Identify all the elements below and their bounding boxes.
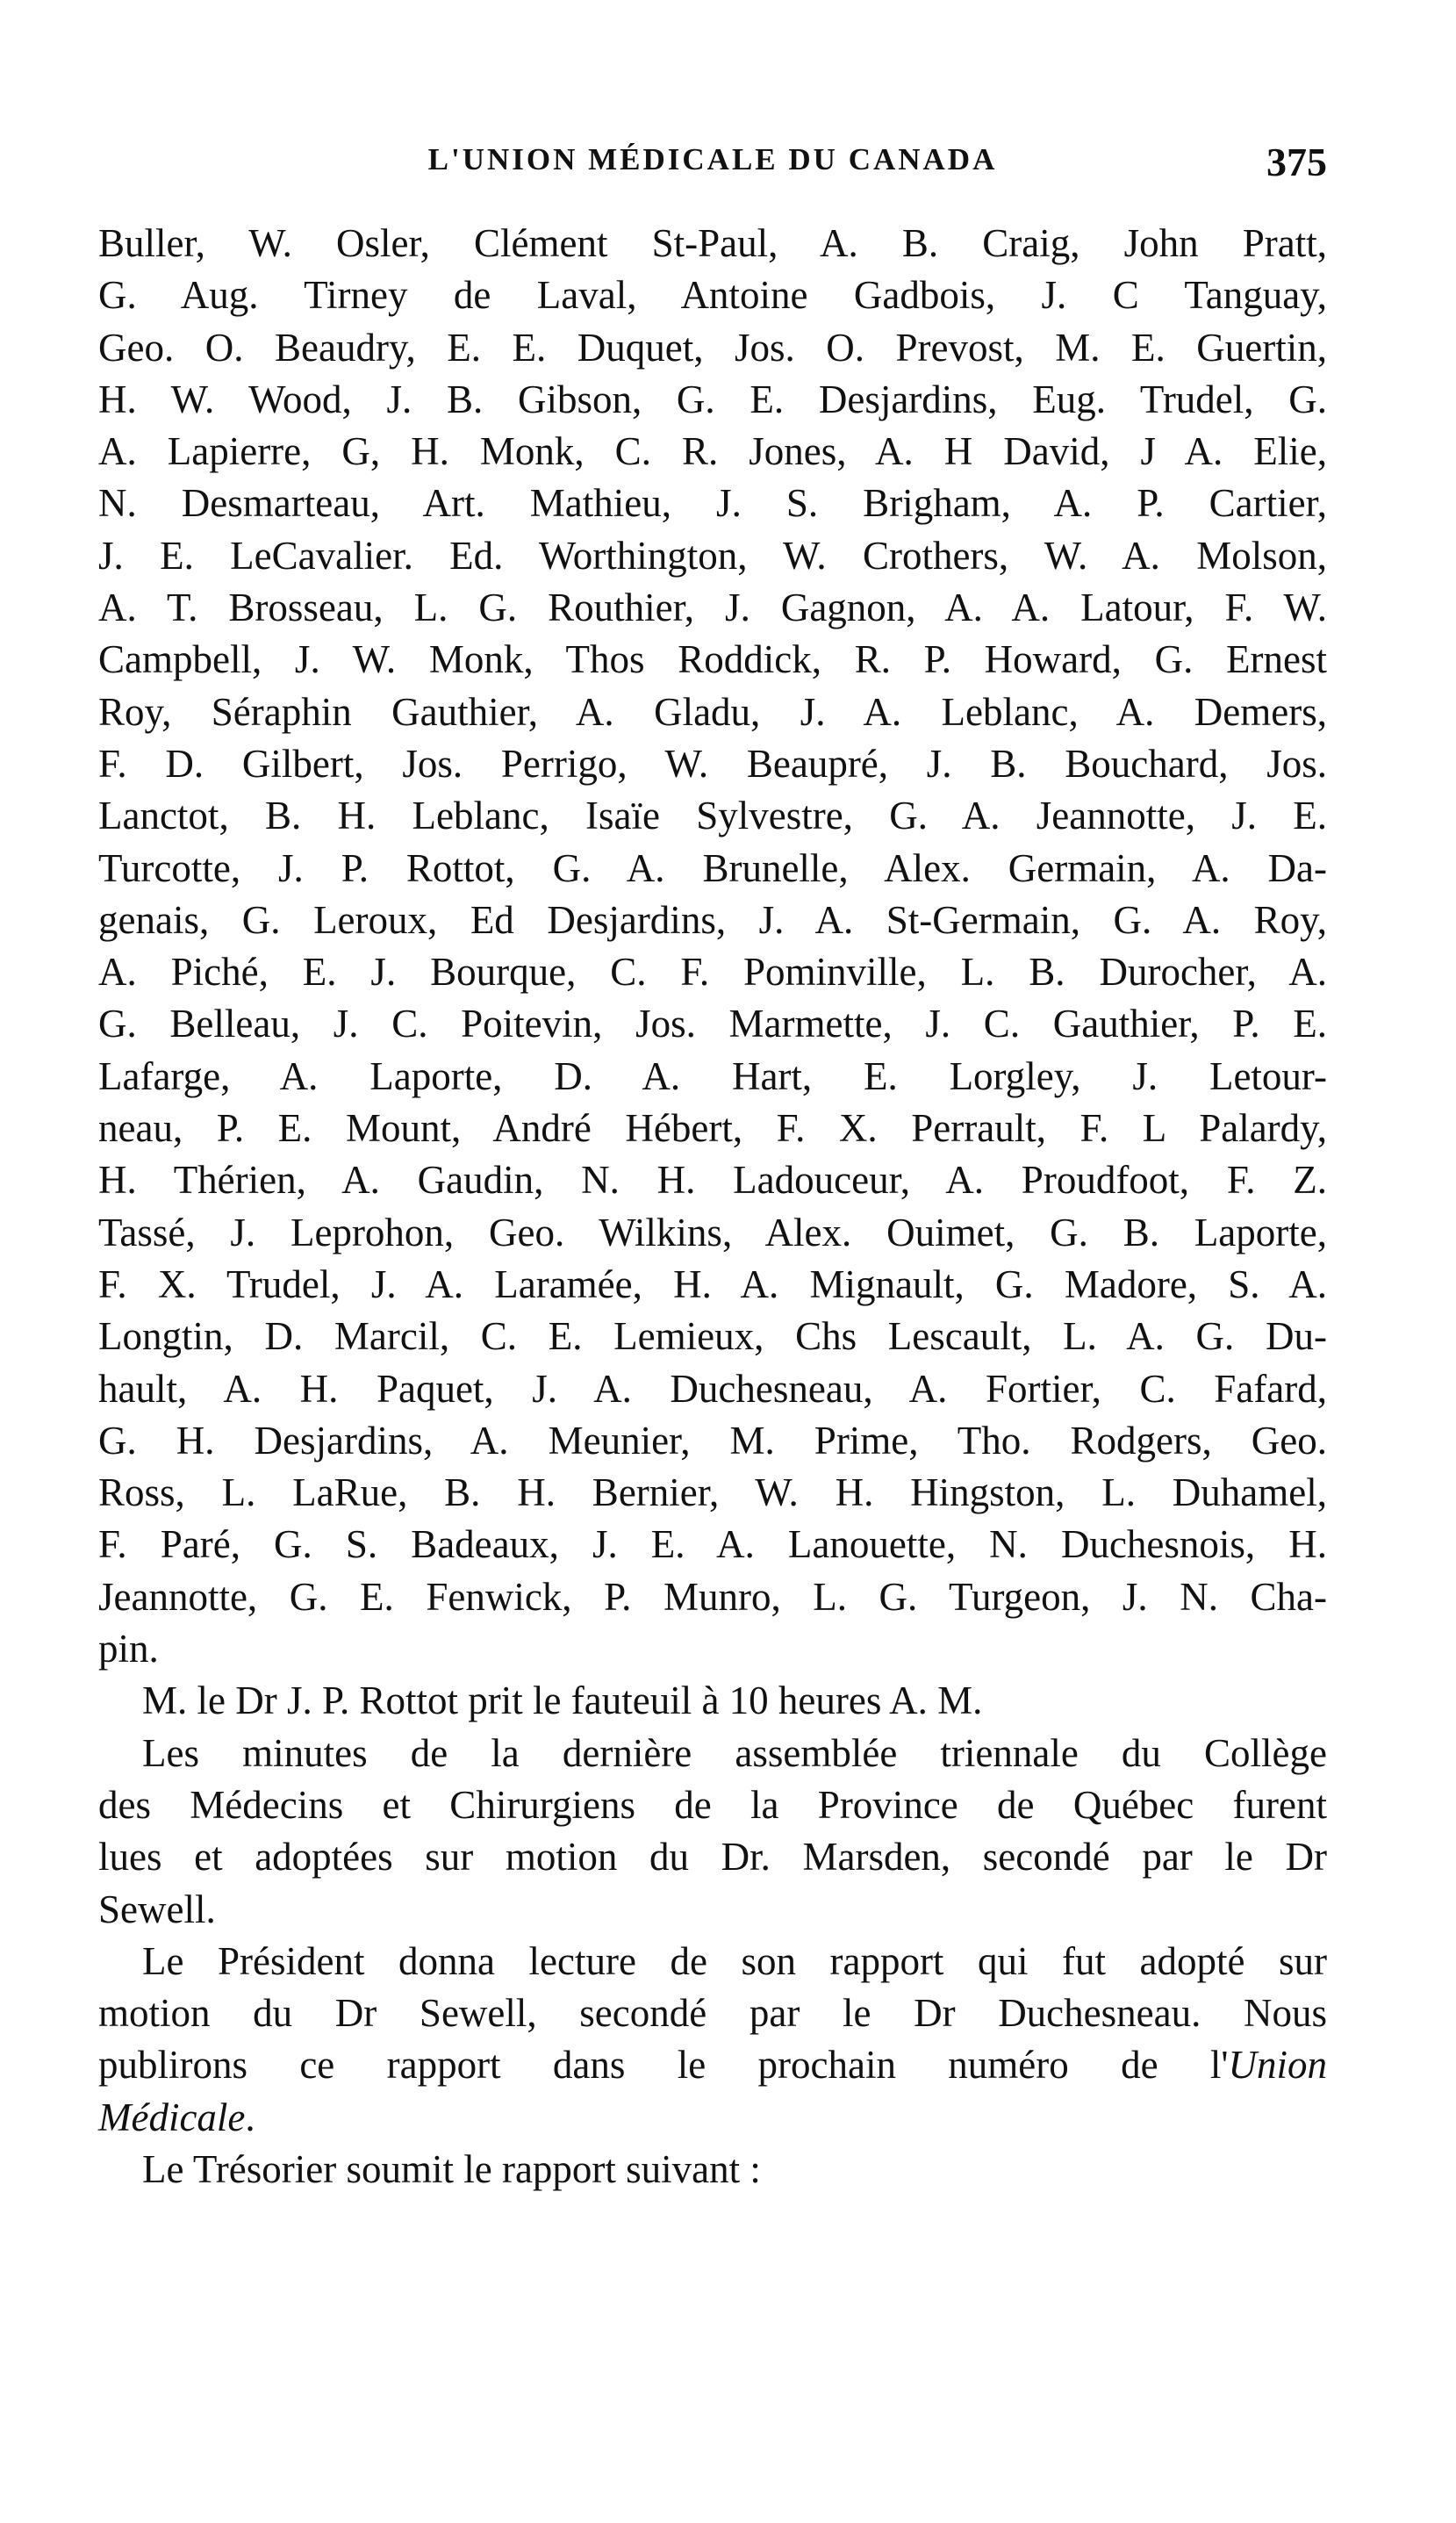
- attendance-line: G. H. Desjardins, A. Meunier, M. Prime, Tho. Rodgers, Geo.: [98, 1418, 1327, 1463]
- attendance-line: Geo. O. Beaudry, E. E. Duquet, Jos. O. Prevost, M. E. Guertin,: [98, 325, 1327, 370]
- attendance-line: F. Paré, G. S. Badeaux, J. E. A. Lanouette, N. Duchesnois, H.: [98, 1522, 1327, 1567]
- attendance-line: N. Desmarteau, Art. Mathieu, J. S. Brigham, A. P. Cartier,: [98, 481, 1327, 526]
- attendance-line: A. T. Brosseau, L. G. Routhier, J. Gagnon, A. A. Latour, F. W.: [98, 586, 1327, 630]
- attendance-line: Roy, Séraphin Gauthier, A. Gladu, J. A. Leblanc, A. Demers,: [98, 689, 1327, 734]
- paragraph-line: [98, 2039, 1327, 2091]
- attendance-line: Tassé, J. Leprohon, Geo. Wilkins, Alex. Ouimet, G. B. Laporte,: [98, 1210, 1327, 1254]
- attendance-line: Longtin, D. Marcil, C. E. Lemieux, Chs Lescault, L. A. G. Du-: [98, 1314, 1327, 1359]
- paragraph-minutes: [98, 1728, 1327, 1936]
- page-number: 375: [1266, 140, 1327, 184]
- attendance-line: G. Aug. Tirney de Laval, Antoine Gadbois, J. C Tanguay,: [98, 273, 1327, 318]
- attendance-line: J. E. LeCavalier. Ed. Worthington, W. Crothers, W. A. Molson,: [98, 533, 1327, 578]
- attendance-line: F. X. Trudel, J. A. Laramée, H. A. Mignault, G. Madore, S. A.: [98, 1262, 1327, 1306]
- paragraph-line: Le Trésorier soumit le rapport suivant :: [142, 2146, 761, 2191]
- attendance-line: A. Piché, E. J. Bourque, C. F. Pominville, L. B. Durocher, A.: [98, 950, 1327, 995]
- attendance-line: hault, A. H. Paquet, J. A. Duchesneau, A. Fortier, C. Fafard,: [98, 1366, 1327, 1411]
- attendance-line: Buller, W. Osler, Clément St-Paul, A. B. Craig, John Pratt,: [98, 221, 1327, 265]
- attendance-line: pin.: [98, 1627, 159, 1671]
- paragraph-line: Le Président donna lecture de son rapport qui fut adopté sur: [142, 1938, 1327, 1983]
- body-text: [98, 218, 1327, 2196]
- attendance-line: Lafarge, A. Laporte, D. A. Hart, E. Lorgley, J. Letour-: [98, 1053, 1327, 1098]
- paragraph-president: [98, 1936, 1327, 2144]
- paragraph-line: motion du Dr Sewell, secondé par le Dr Duchesneau. Nous: [98, 1991, 1327, 2036]
- attendance-line: Ross, L. LaRue, B. H. Bernier, W. H. Hingston, L. Duhamel,: [98, 1470, 1327, 1515]
- paragraph-line: des Médecins et Chirurgiens de la Province de Québec furent: [98, 1782, 1327, 1827]
- attendance-line: genais, G. Leroux, Ed Desjardins, J. A. St-Germain, G. A. Roy,: [98, 897, 1327, 942]
- attendance-line: G. Belleau, J. C. Poitevin, Jos. Marmette, J. C. Gauthier, P. E.: [98, 1002, 1327, 1046]
- attendance-line: neau, P. E. Mount, André Hébert, F. X. Perrault, F. L Palardy,: [98, 1106, 1327, 1151]
- attendance-line: Campbell, J. W. Monk, Thos Roddick, R. P. Howard, G. Ernest: [98, 637, 1327, 682]
- paragraph-line-text: .: [245, 2095, 255, 2139]
- journal-title-part: Médicale: [98, 2095, 246, 2139]
- running-title: L'UNION MÉDICALE DU CANADA: [427, 142, 998, 176]
- paragraph-line: [98, 2092, 1327, 2144]
- attendance-line: H. W. Wood, J. B. Gibson, G. E. Desjardins, Eug. Trudel, G.: [98, 377, 1327, 421]
- attendance-line: Turcotte, J. P. Rottot, G. A. Brunelle, Alex. Germain, A. Da-: [98, 845, 1327, 890]
- attendance-list: [98, 218, 1327, 1675]
- paragraph-treasurer: [98, 2144, 1327, 2196]
- attendance-line: A. Lapierre, G, H. Monk, C. R. Jones, A. H David, J A. Elie,: [98, 429, 1327, 474]
- paragraph-line: lues et adoptées sur motion du Dr. Marsden, secondé par le Dr: [98, 1835, 1327, 1880]
- attendance-line: F. D. Gilbert, Jos. Perrigo, W. Beaupré, J. B. Bouchard, Jos.: [98, 741, 1327, 786]
- attendance-line: Jeannotte, G. E. Fenwick, P. Munro, L. G. Turgeon, J. N. Cha-: [98, 1574, 1327, 1619]
- paragraph-line-text: publirons ce rapport dans le prochain numéro de l': [98, 2043, 1229, 2088]
- paragraph-line: Les minutes de la dernière assemblée triennale du Collège: [142, 1730, 1327, 1775]
- paragraph-line: M. le Dr J. P. Rottot prit le fauteuil à 10 heures A. M.: [142, 1678, 983, 1723]
- journal-title-part: Union: [1228, 2043, 1327, 2088]
- paragraph-line: Sewell.: [98, 1887, 216, 1931]
- paragraph-chair: [98, 1675, 1327, 1727]
- running-head: [98, 139, 1327, 191]
- attendance-line: H. Thérien, A. Gaudin, N. H. Ladouceur, A. Proudfoot, F. Z.: [98, 1158, 1327, 1203]
- attendance-line: Lanctot, B. H. Leblanc, Isaïe Sylvestre, G. A. Jeannotte, J. E.: [98, 794, 1327, 838]
